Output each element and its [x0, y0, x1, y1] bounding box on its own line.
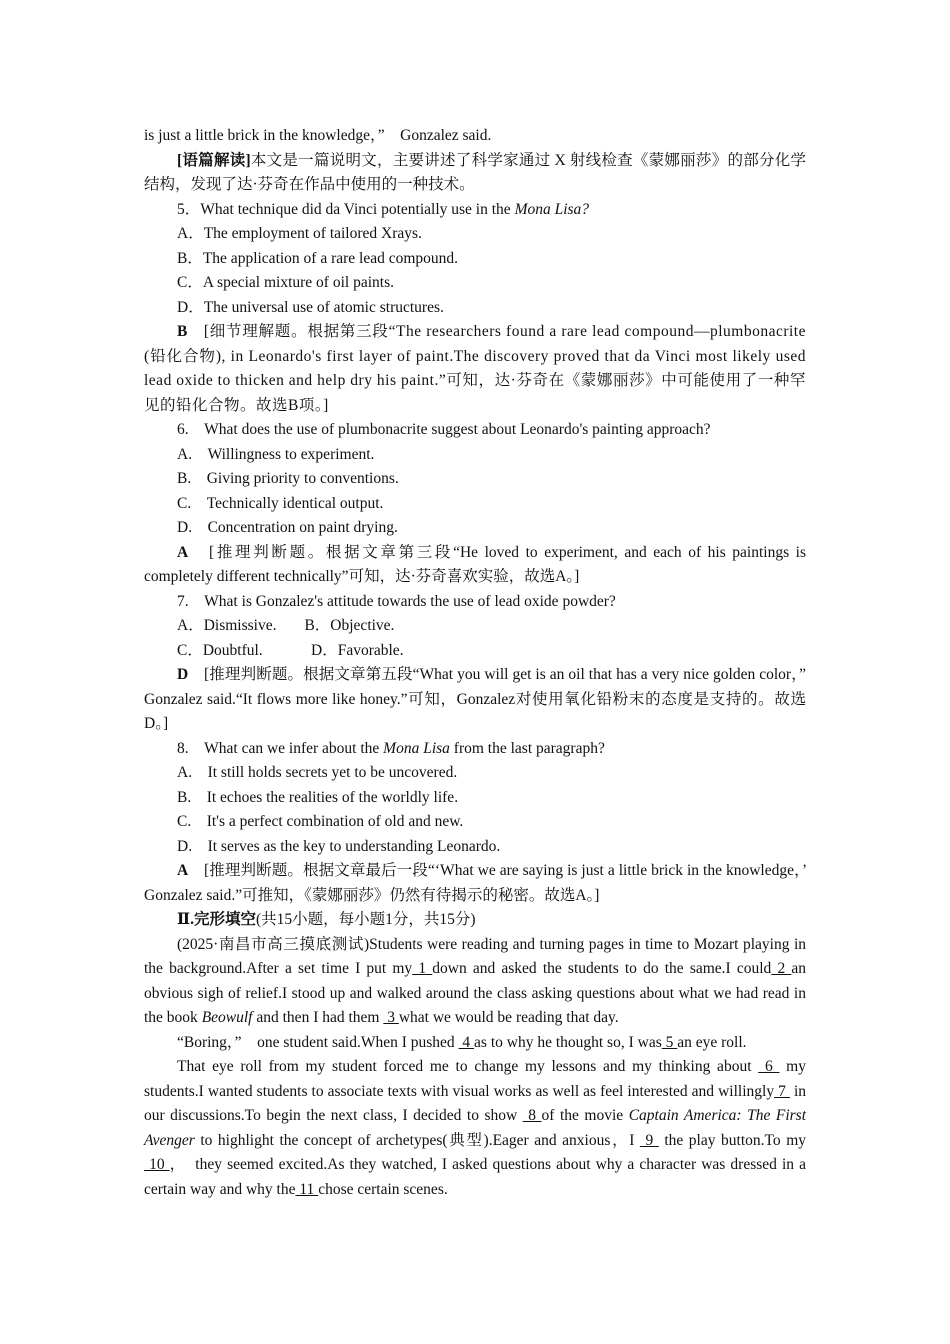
question-8-answer-letter: A [177, 862, 189, 879]
question-6-answer-letter: A [177, 543, 189, 561]
question-5-explanation: [细节理解题。根据第三段“The researchers found a rare lead compound—plumbonacrite (铅化合物), in Leonardo's first layer of paint.The discovery proved that da Vinci most likely used lead oxide to thicken and help dry his paint.”可知，达·芬奇在《蒙娜丽莎》中可能使用了一种罕见的铅化合物。故选B项。] [144, 323, 806, 414]
document-body [144, 124, 822, 1202]
cloze-p1-text-c: down and asked the students to do the same.I could [432, 960, 772, 977]
passage-end-text: is just a little brick in the knowledge，” Gonzalez said. [144, 127, 492, 144]
cloze-p3-text-f: to highlight the concept of archetypes(典型).Eager and anxious，I [194, 1131, 640, 1149]
question-5-stem-italic: Mona Lisa? [514, 200, 590, 218]
question-6-explanation: [推理判断题。根据文章第三段“He loved to experiment, and each of his paintings is completely different technically”可知，达·芬奇喜欢实验，故选A。] [144, 543, 806, 585]
question-5-answer-letter: B [177, 323, 188, 340]
option-spacer [276, 614, 304, 639]
question-8-option-a: A. It still holds secrets yet to be uncovered. [177, 764, 458, 781]
cloze-blank-6: 6 [758, 1058, 780, 1075]
question-7-options-row-2 [144, 639, 806, 664]
cloze-paragraph-3 [144, 1055, 806, 1202]
question-6-option-b: B. Giving priority to conventions. [177, 470, 399, 487]
cloze-p3-text-i: chose certain scenes. [318, 1180, 448, 1198]
cloze-p3-text-a: That eye roll from my student forced me to change my lessons and my thinking about [177, 1058, 759, 1075]
cloze-p1-text-g: what we would be reading that day. [398, 1009, 619, 1026]
question-8-stem-end: from the last paragraph? [449, 739, 605, 757]
question-5-stem [144, 198, 806, 223]
cloze-blank-4: 4 [458, 1033, 475, 1051]
question-7-answer-letter: D [177, 666, 189, 683]
cloze-blank-7: 7 [774, 1082, 790, 1100]
question-5-option-a: A．The employment of tailored Xrays. [177, 225, 422, 242]
cloze-paragraph-1 [144, 933, 806, 1031]
question-7-option-c: C．Doubtful. [177, 641, 263, 659]
question-5-option-c: C．A special mixture of oil paints. [177, 274, 394, 291]
question-6-option-d: D. Concentration on paint drying. [177, 519, 398, 536]
question-8-stem-italic: Mona Lisa [383, 739, 450, 757]
question-7-options-row-1 [144, 614, 806, 639]
question-7-option-d: D．Favorable. [311, 641, 404, 659]
cloze-blank-5: 5 [661, 1033, 678, 1051]
cloze-p1-book-title: Beowulf [201, 1009, 253, 1026]
cloze-p3-text-b: my students.I wanted students to associate texts with visual works as well as feel interested and willingly [144, 1058, 806, 1100]
passage-end-line [144, 124, 806, 149]
cloze-p2-text-c: an eye roll. [677, 1033, 747, 1051]
cloze-paragraph-2 [144, 1031, 806, 1056]
question-8-answer [144, 859, 822, 908]
cloze-blank-9: 9 [639, 1131, 659, 1149]
question-5-answer [144, 320, 806, 418]
question-6-stem: 6. What does the use of plumbonacrite suggest about Leonardo's painting approach? [177, 421, 711, 438]
question-8-stem-text: 8. What can we infer about the [177, 739, 384, 757]
cloze-p1-text-d: an obvious sigh of relief.I stood up and walked around the class asking questions about what we had read in the book [144, 960, 807, 1026]
cloze-blank-8: 8 [522, 1107, 542, 1124]
cloze-p1-text-f: and then I had them [252, 1009, 384, 1026]
section-2-heading [144, 908, 806, 933]
question-6-option-a: A. Willingness to experiment. [177, 445, 375, 463]
question-8-stem [144, 737, 806, 762]
cloze-p3-movie-title: Captain America: The First Avenger [144, 1107, 807, 1149]
question-5-option-d: D．The universal use of atomic structures. [177, 298, 444, 316]
question-5-stem-text: 5．What technique did da Vinci potentially use in the [177, 200, 515, 218]
cloze-blank-1: 1 [412, 960, 433, 977]
question-6-answer [144, 541, 806, 590]
question-5-option-b: B．The application of a rare lead compound. [177, 249, 459, 267]
question-8-explanation: [推理判断题。根据文章最后一段“‘What we are saying is just a little brick in the knowledge，’ Gonzalez said.”可推知，《蒙娜丽莎》仍然有待揭示的秘密。故选A。] [144, 862, 822, 904]
cloze-p3-text-h: ， they seemed excited.As they watched, I asked questions about why a character was dressed in a certain way and why the [144, 1156, 806, 1198]
question-7-option-b: B．Objective. [304, 617, 395, 634]
section-2-title: Ⅱ.完形填空 [177, 911, 256, 928]
cloze-p3-text-c: in our discussions.To begin the next class, I decided to show [144, 1082, 807, 1124]
cloze-blank-3: 3 [383, 1009, 399, 1026]
cloze-p3-text-g: the play button.To my [658, 1131, 806, 1149]
question-7-explanation: [推理判断题。根据文章第五段“What you will get is an oil that has a very nice golden color，” Gonzalez said.“It flows more like honey.”可知，Gonzalez对使用氧化铅粉末的态度是支持的。故选D。] [144, 666, 822, 732]
passage-reading-tag: [语篇解读] [177, 151, 251, 169]
cloze-p2-text-a: “Boring，” one student said.When I pushed [177, 1033, 459, 1051]
cloze-blank-11: 11 [295, 1180, 319, 1198]
question-8-option-d: D. It serves as the key to understanding Leonardo. [177, 837, 501, 855]
question-7-option-a: A．Dismissive. [177, 617, 277, 634]
question-6-option-c: C. Technically identical output. [177, 494, 384, 512]
cloze-p3-text-d: of the movie [541, 1107, 629, 1124]
question-8-option-c: C. It's a perfect combination of old and new. [177, 813, 464, 830]
cloze-p2-text-b: as to why he thought so, I was [474, 1033, 662, 1051]
passage-reading-text: 本文是一篇说明文，主要讲述了科学家通过 X 射线检查《蒙娜丽莎》的部分化学结构，发现了达·芬奇在作品中使用的一种技术。 [144, 151, 806, 193]
cloze-p1-text-a: (2025·南昌市高三摸底测试)Students were reading and turning pages in time to Mozart playing in the background.After a set time I put my [144, 935, 806, 977]
question-7-stem: 7. What is Gonzalez's attitude towards the use of lead oxide powder? [177, 592, 616, 610]
question-7-answer [144, 663, 822, 737]
section-2-note: (共15小题，每小题1分，共15分) [255, 911, 476, 928]
passage-reading-note [144, 149, 806, 198]
cloze-blank-2: 2 [771, 960, 792, 977]
cloze-blank-10: 10 [144, 1156, 170, 1173]
question-8-option-b: B. It echoes the realities of the worldly life. [177, 788, 459, 806]
